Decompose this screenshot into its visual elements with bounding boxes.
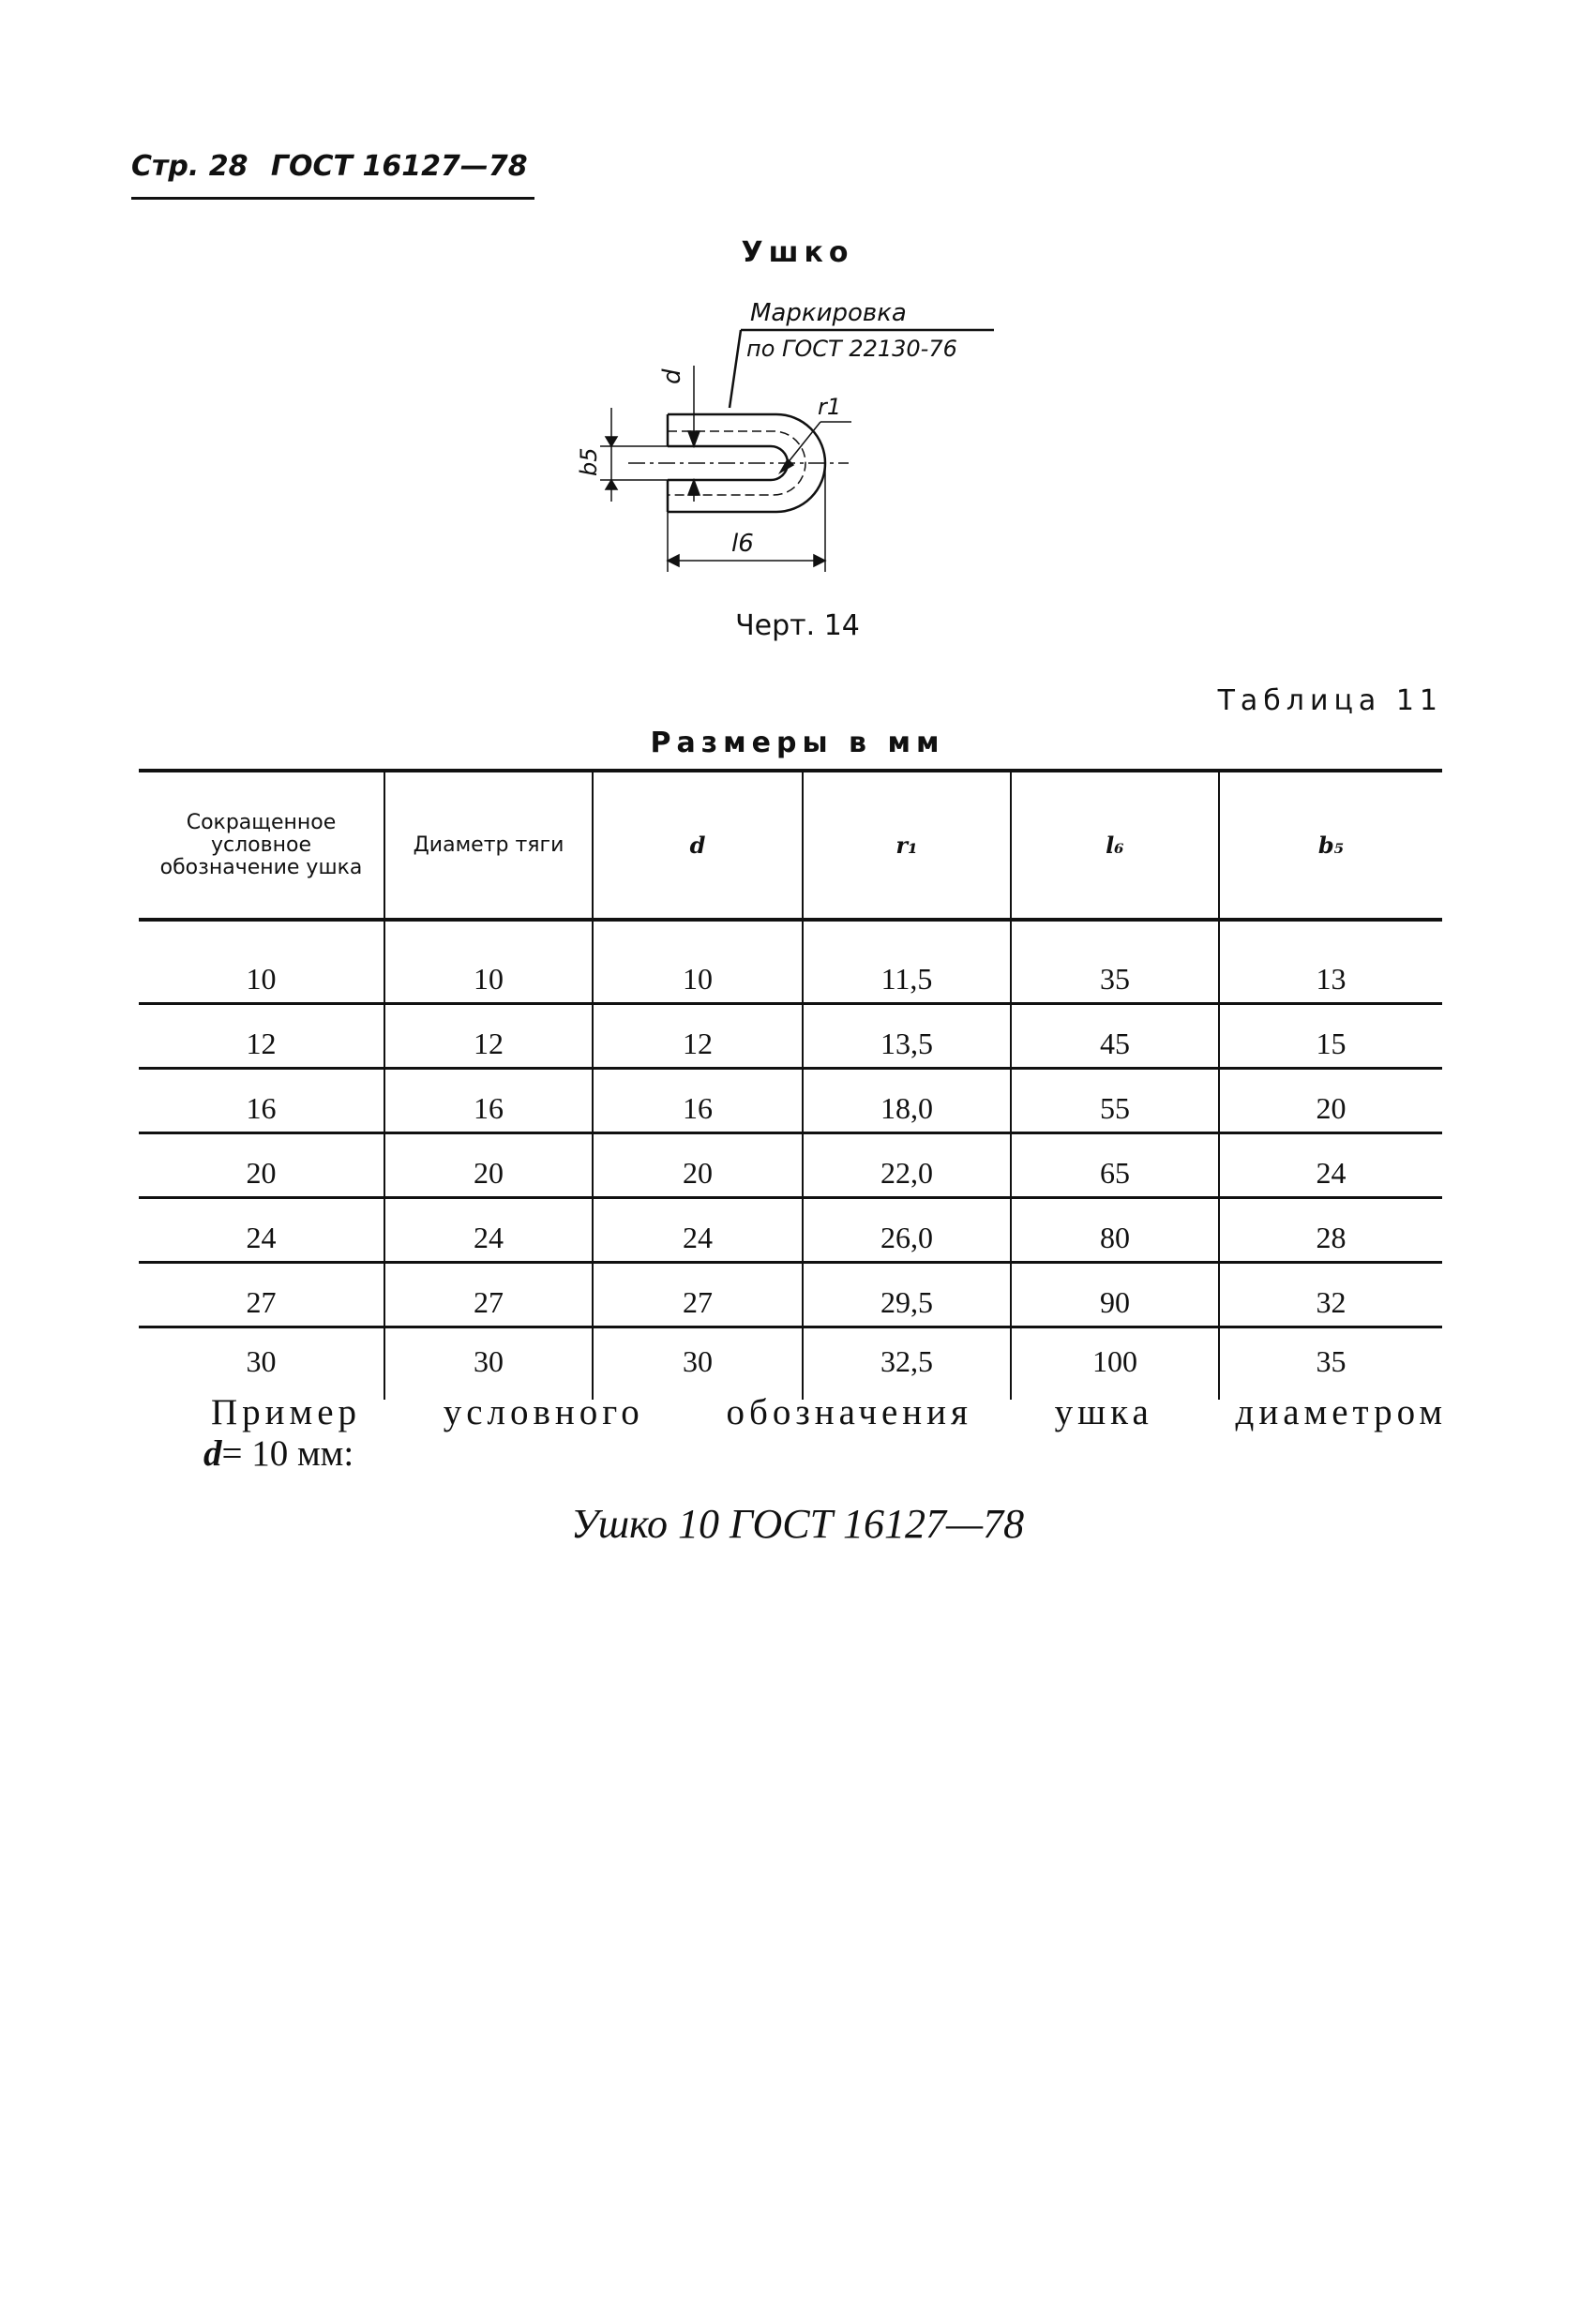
table-cell: 24 [384, 1198, 593, 1263]
table-cell: 13,5 [803, 1004, 1011, 1069]
table-cell: 12 [593, 1004, 803, 1069]
table-cell: 16 [139, 1069, 384, 1133]
table-cell: 20 [384, 1133, 593, 1198]
dim-label-d: d [658, 368, 686, 384]
table-cell: 27 [139, 1263, 384, 1327]
table-cell: 12 [139, 1004, 384, 1069]
table-row [139, 920, 1442, 1004]
table-units: Размеры в мм [650, 727, 945, 759]
table-row [139, 1327, 1442, 1401]
table-cell: 13 [1219, 920, 1442, 1004]
figure-caption: Черт. 14 [735, 609, 860, 642]
table-label: Таблица 11 [1217, 684, 1443, 717]
table-cell: 35 [1011, 920, 1219, 1004]
table-cell: 29,5 [803, 1263, 1011, 1327]
dim-label-r1: r1 [818, 394, 842, 420]
table-row [139, 1263, 1442, 1327]
table-row [139, 1069, 1442, 1133]
page-header [131, 150, 541, 183]
table-cell: 45 [1011, 1004, 1219, 1069]
marking-label: Маркировка [750, 300, 907, 327]
table-cell: 35 [1316, 1343, 1347, 1378]
column-header-rod-diameter: Диаметр тяги [384, 771, 593, 920]
table-cell: 24 [1219, 1133, 1442, 1198]
table-cell: 24 [593, 1198, 803, 1263]
column-header-l6: l₆ [1011, 771, 1219, 920]
table-cell: 20 [1219, 1069, 1442, 1133]
table-cell: 10 [593, 920, 803, 1004]
example-value-line [203, 1433, 354, 1475]
table-cell: 10 [384, 920, 593, 1004]
example-value: = 10 мм: [221, 1433, 354, 1474]
standard-number: ГОСТ 16127—78 [270, 150, 528, 183]
table-row [139, 1198, 1442, 1263]
table-cell: 32 [1219, 1263, 1442, 1327]
header-rule [131, 197, 534, 200]
table-cell: 30 [139, 1327, 384, 1401]
table-cell: 16 [593, 1069, 803, 1133]
table-row [139, 1004, 1442, 1069]
column-header-designation: Сокращенное условное обозначение ушка [139, 771, 384, 920]
table-cell: 65 [1011, 1133, 1219, 1198]
column-header-d: d [593, 771, 803, 920]
table-cell: 32,5 [803, 1327, 1011, 1401]
table-cell: 28 [1219, 1198, 1442, 1263]
table-cell: 26,0 [803, 1198, 1011, 1263]
example-paragraph [203, 1392, 1447, 1474]
dim-label-b5: b5 [576, 447, 602, 476]
table-cell: 22,0 [803, 1133, 1011, 1198]
table-header-row [139, 771, 1442, 920]
table-cell: 30 [384, 1327, 593, 1401]
example-designation: Ушко 10 ГОСТ 16127—78 [570, 1501, 1025, 1547]
eye-bolt-drawing [563, 300, 1003, 600]
table-cell: 55 [1011, 1069, 1219, 1133]
table-cell: 27 [384, 1263, 593, 1327]
table-cell: 30 [593, 1327, 803, 1401]
table-cell: 11,5 [803, 920, 1011, 1004]
example-text: Пример условного обозначения ушка диаметром [211, 1392, 1447, 1432]
table-cell: 16 [384, 1069, 593, 1133]
table-cell: 15 [1219, 1004, 1442, 1069]
dimensions-table [139, 769, 1442, 1400]
table-cell: 12 [384, 1004, 593, 1069]
marking-reference: по ГОСТ 22130-76 [746, 336, 957, 362]
table-cell: 27 [593, 1263, 803, 1327]
column-header-b5: b₅ [1219, 771, 1442, 920]
table-cell: 20 [593, 1133, 803, 1198]
table-cell: 80 [1011, 1198, 1219, 1263]
table-cell: 10 [139, 920, 384, 1004]
dim-label-l6: l6 [731, 530, 754, 558]
table-cell: 20 [139, 1133, 384, 1198]
example-variable: d [203, 1433, 222, 1474]
table-cell: 100 [1011, 1327, 1219, 1401]
table-cell: 24 [139, 1198, 384, 1263]
column-header-r1: r₁ [803, 771, 1011, 920]
table-cell: 90 [1011, 1263, 1219, 1327]
section-title: Ушко [741, 236, 854, 269]
table-cell: 18,0 [803, 1069, 1011, 1133]
table-row [139, 1133, 1442, 1198]
page-number: Стр. 28 [131, 150, 248, 183]
